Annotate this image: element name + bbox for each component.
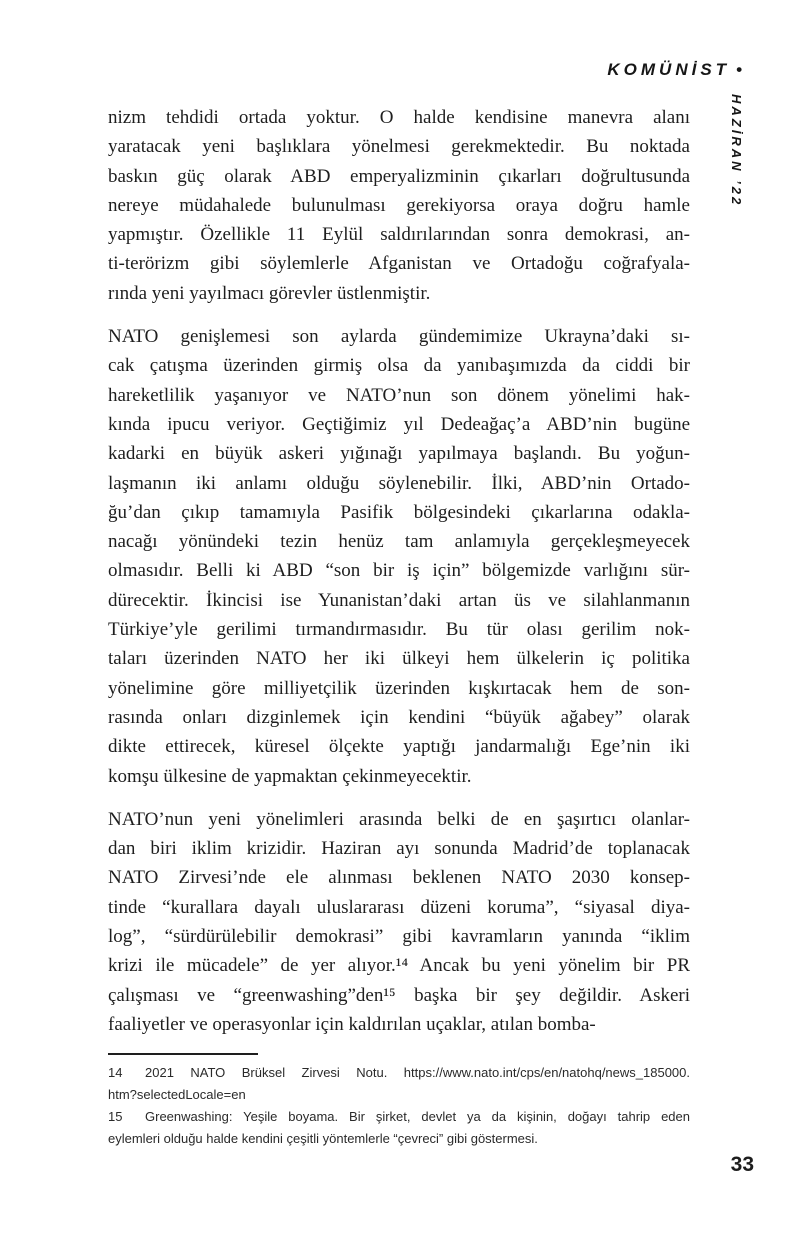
- text-line: kında ipucu veriyor. Geçtiğimiz yıl Dedeağaç’a ABD’nin bugüne: [108, 413, 690, 435]
- text-line: kadarki en büyük askeri yığınağı yapılmaya başlandı. Bu yoğun-: [108, 443, 690, 465]
- text-line: krizi ile mücadele” de yer alıyor.¹⁴ Ancak bu yeni yönelim bir PR: [108, 955, 690, 977]
- running-head: [607, 60, 742, 80]
- footnote-line: eylemleri olduğu halde kendini çeşitli yöntemlerle “çevreci” gibi göstermesi.: [108, 1131, 538, 1147]
- text-line: taları üzerinden NATO her iki ülkeyi hem ülkelerin iç politika: [108, 648, 690, 670]
- issue-date-vertical: HAZİRAN ’22: [729, 94, 744, 208]
- text-line: dan biri iklim krizidir. Haziran ayı sonunda Madrid’de toplanacak: [108, 838, 690, 860]
- text-line: dikte ettirecek, küresel ölçekte yaptığı jandarmalığı Ege’nin iki: [108, 736, 690, 758]
- text-line: NATO Zirvesi’nde ele alınması beklenen NATO 2030 konsep-: [108, 867, 690, 889]
- footnote: [108, 1062, 690, 1106]
- paragraph: [108, 805, 690, 1039]
- article-body: [108, 103, 690, 1150]
- text-line: baskın güç olarak ABD emperyalizminin çıkarları doğrultusunda: [108, 165, 690, 187]
- text-line: nereye müdahalede bulunulması gerekiyorsa oraya doğru hamle: [108, 194, 690, 216]
- paragraphs-container: [108, 103, 690, 1039]
- text-line: Türkiye’yle gerilimi tırmandırmasıdır. Bu tür olası gerilim nok-: [108, 619, 690, 641]
- page-number: 33: [730, 1153, 754, 1176]
- text-line: faaliyetler ve operasyonlar için kaldırılan uçaklar, atılan bomba-: [108, 1013, 596, 1035]
- text-line: nacağı yönündeki tezin henüz tam anlamıyla gerçekleşmeyecek: [108, 531, 690, 553]
- footnote-rule: [108, 1053, 258, 1055]
- text-line: komşu ülkesine de yapmaktan çekinmeyecektir.: [108, 765, 472, 787]
- text-line: NATO genişlemesi son aylarda gündemimize Ukrayna’daki sı-: [108, 326, 690, 348]
- text-line: ti-terörizm gibi söylemlerle Afganistan ve Ortadoğu coğrafyala-: [108, 253, 690, 275]
- text-line: dürecektir. İkincisi ise Yunanistan’daki artan üs ve silahlanmanın: [108, 589, 690, 611]
- paragraph: [108, 103, 690, 308]
- text-line: yapmıştır. Özellikle 11 Eylül saldırılarından sonra demokrasi, an-: [108, 224, 690, 246]
- header-bullet-icon: •: [736, 60, 742, 79]
- text-line: yaratacak yeni başlıklara yönelmesi gerekmektedir. Bu noktada: [108, 136, 690, 158]
- text-line: rasında onları dizginlemek için kendini “büyük ağabey” olarak: [108, 706, 690, 728]
- text-line: nizm tehdidi ortada yoktur. O halde kendisine manevra alanı: [108, 107, 690, 128]
- footnote-number: 15: [108, 1109, 123, 1125]
- text-line: NATO’nun yeni yönelimleri arasında belki de en şaşırtıcı olanlar-: [108, 808, 690, 830]
- text-line: laşmanın iki anlamı olduğu söylenebilir. İlki, ABD’nin Ortado-: [108, 472, 690, 494]
- text-line: çalışması ve “greenwashing”den¹⁵ başka bir şey değildir. Askeri: [108, 984, 690, 1006]
- text-line: rında yeni yayılmacı görevler üstlenmiştir.: [108, 282, 431, 304]
- text-line: ğu’dan çıkıp tamamıyla Pasifik bölgesindeki çıkarlarına odakla-: [108, 501, 690, 523]
- text-line: tinde “kurallara dayalı uluslararası düzeni koruma”, “siyasal diya-: [108, 896, 690, 918]
- text-line: cak çatışma üzerinden girmiş olsa da yanıbaşımızda da ciddi bir: [108, 355, 690, 377]
- paragraph: [108, 322, 690, 791]
- text-line: olmasıdır. Belli ki ABD “son bir iş için” bölgemizde varlığını sür-: [108, 560, 690, 582]
- text-line: log”, “sürdürülebilir demokrasi” gibi kavramların yanında “iklim: [108, 926, 690, 948]
- text-line: hareketlilik yaşanıyor ve NATO’nun son dönem yönelimi hak-: [108, 384, 690, 406]
- footnote-line: 15 Greenwashing: Yeşile boyama. Bir şirket, devlet ya da kişinin, doğayı tahrip eden: [108, 1106, 690, 1128]
- footnote-number: 14: [108, 1065, 123, 1081]
- footnote-line: htm?selectedLocale=en: [108, 1087, 246, 1103]
- footnote: [108, 1106, 690, 1150]
- footnote-line: 14 2021 NATO Brüksel Zirvesi Notu. https://www.nato.int/cps/en/natohq/news_185000.: [108, 1062, 690, 1084]
- text-line: yönelimine göre milliyetçilik üzerinden kışkırtacak hem de son-: [108, 677, 690, 699]
- journal-title: KOMÜNİST: [607, 60, 731, 79]
- footnotes: [108, 1062, 690, 1150]
